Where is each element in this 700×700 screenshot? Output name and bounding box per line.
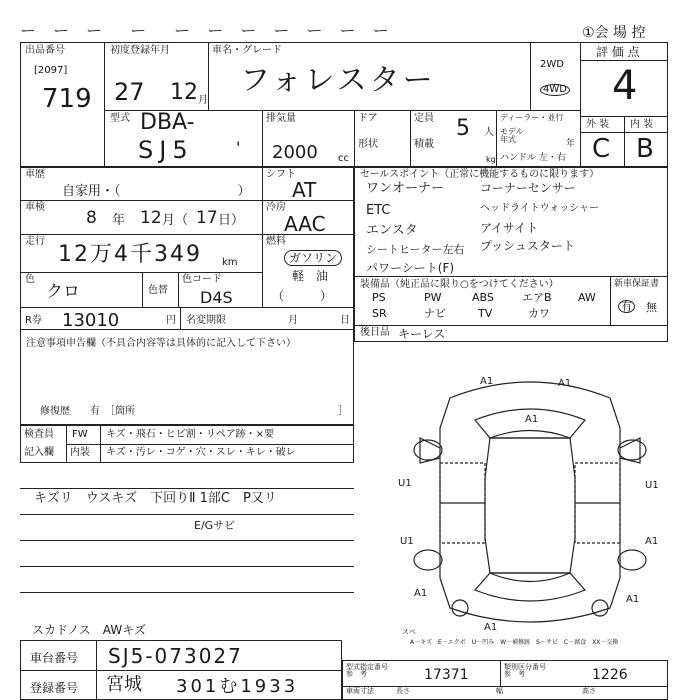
inspection-year-unit: 年 — [112, 213, 126, 228]
color-swap-label: 色替 — [148, 285, 168, 296]
color-label: 色 — [25, 274, 35, 285]
equip-tv: TV — [478, 307, 493, 320]
selling-point-4: ヘッドライトウォッシャー — [480, 203, 600, 214]
use-label: 車歴 — [25, 169, 45, 180]
exterior-value: C — [592, 134, 611, 164]
mark-10: A1 — [484, 622, 498, 633]
interior-label: 内 装 — [630, 119, 654, 130]
car-name: フォレスター — [240, 63, 436, 98]
fuel-label: 燃料 — [266, 236, 286, 247]
warranty-label: 新車保証書 — [614, 279, 660, 289]
selling-point-7: シートヒーター左右 — [366, 243, 465, 256]
mark-8: U1 — [400, 536, 414, 547]
name-change-label: 名変期限 — [186, 315, 226, 326]
mark-5: U1 — [645, 480, 659, 491]
chassis-label: 車台番号 — [30, 651, 79, 665]
equip-aw: AW — [578, 291, 596, 304]
selling-point-9: パワーシート(F) — [366, 261, 455, 275]
exterior-label: 外 装 — [586, 119, 610, 130]
model-year-unit: 年 — [566, 139, 576, 149]
inspection-month: 12 — [140, 208, 162, 228]
mark-6: A1 — [645, 536, 659, 547]
selling-point-1: ワンオーナー — [366, 181, 445, 196]
selling-point-8: プッシュスタート — [480, 239, 575, 253]
grade-label: 評 価 点 — [596, 45, 640, 59]
size-height: 高さ — [582, 687, 596, 695]
mark-11: スペ — [402, 628, 416, 636]
mark-7: A1 — [414, 588, 428, 599]
warranty-yes: 有 — [618, 300, 635, 313]
spec-label-1: 型式指定番号 参 考 — [346, 663, 388, 678]
model-year-label: モデル 年式 — [500, 127, 524, 144]
equipment-label: 装備品（純正品に限り○をつけてください） — [360, 279, 559, 290]
equip-sr: SR — [372, 307, 387, 320]
notice-label: 注意事項申告欄（不具合内容等は具体的に記入して下さい） — [26, 338, 296, 349]
rear-items-label: 後日品 — [360, 327, 390, 338]
equip-airbag: エアB — [522, 291, 552, 304]
color-code-label: 色コード — [182, 274, 222, 285]
selling-point-3: ETC — [366, 203, 391, 218]
interior-inspect-label: 内装 — [70, 447, 90, 458]
grade-value: 4 — [612, 63, 638, 109]
fuel-diesel: 軽 油 — [292, 269, 329, 283]
model-value-1: DBA- — [140, 110, 195, 135]
mileage-label: 走行 — [25, 236, 45, 247]
shift-value: AT — [292, 178, 317, 202]
displacement-value: 2000 — [272, 142, 318, 163]
venue-copy-label: ①会 場 控 — [582, 25, 646, 41]
plate-label: 登録番号 — [30, 681, 79, 695]
spec-value-1: 17371 — [424, 667, 469, 683]
car-diagram — [380, 368, 680, 638]
selling-point-5: エンスタ — [366, 223, 418, 238]
inspector-label-2: 記入欄 — [24, 447, 54, 458]
reg-year: 27 — [114, 78, 145, 106]
model-tick: ' — [236, 138, 241, 157]
plate-pref: 宮城 — [106, 674, 142, 695]
load-kg: kg — [486, 155, 496, 164]
name-label: 車名・グレード — [212, 45, 282, 56]
mileage-unit: km — [222, 257, 238, 268]
equip-leather: カワ — [528, 307, 550, 320]
reg-month: 12 — [170, 80, 198, 105]
inspection-month-unit: 月（ — [162, 213, 189, 228]
notes-line-2: E/Gサビ — [194, 519, 236, 532]
spec-value-2: 1226 — [592, 667, 628, 683]
repair-close: ］ — [338, 406, 348, 417]
doors-label: ドア — [358, 113, 378, 124]
shape-label: 形状 — [358, 139, 378, 150]
warranty-no: 無 — [646, 301, 657, 314]
interior-value: B — [636, 134, 654, 164]
color-code-value: D4S — [200, 288, 233, 307]
drive-4wd: 4WD — [540, 84, 570, 96]
damage-legend: A－キズ E－エクボ U－凹み W－補修跡 S－サビ C－腐食 XX－交換 — [410, 639, 619, 646]
mark-2: A1 — [558, 378, 572, 389]
displacement-unit: cc — [338, 153, 349, 164]
displacement-label: 排気量 — [266, 113, 296, 124]
ac-label: 冷房 — [266, 202, 286, 213]
mark-4: U1 — [398, 478, 412, 489]
lot-sub: [2097] — [34, 65, 68, 76]
size-length: 長さ — [396, 687, 410, 695]
capacity-label: 定員 — [414, 113, 434, 124]
rear-items-value: キーレス — [398, 327, 446, 341]
mileage-value: 12万4千349 — [58, 242, 202, 267]
size-width: 幅 — [496, 687, 503, 695]
model-value-2: SJ5 — [138, 136, 194, 164]
name-change-month: 月 — [288, 315, 298, 326]
equip-navi: ナビ — [424, 307, 446, 320]
equip-abs: ABS — [472, 291, 494, 304]
handle-label: ハンドル 左・右 — [500, 153, 566, 163]
selling-point-2: コーナーセンサー — [480, 181, 576, 195]
dealer-label: ディーラー・並行 — [500, 113, 564, 122]
selling-points-label: セールスポイント（正常に機能するものに限ります） — [360, 169, 600, 180]
mark-9: A1 — [626, 594, 640, 605]
spec-label-2: 類別区分番号 参 考 — [504, 663, 546, 678]
load-label: 積載 — [414, 139, 434, 150]
recycle-label: R券 — [25, 315, 42, 326]
header-strip: ー ー ー ー ー ー ー ー ー ー ー — [20, 21, 395, 38]
model-label: 型式 — [110, 113, 130, 124]
reg-label: 初度登録年月 — [110, 45, 170, 56]
inspection-day-unit: 日） — [218, 213, 245, 228]
inspection-year: 8 — [86, 208, 97, 228]
lot-number: 719 — [42, 84, 92, 114]
chassis-value: SJ5-073027 — [108, 644, 243, 668]
fuel-paren: （ ） — [272, 289, 333, 303]
fuel-gasoline: ガソリン — [284, 250, 342, 266]
reg-month-unit: 月 — [198, 95, 208, 106]
capacity-value: 5 — [456, 116, 470, 141]
fw-items: キズ・飛石・ヒビ割・リペア跡・×要 — [106, 429, 274, 440]
interior-inspect-items: キズ・汚レ・コゲ・穴・スレ・キレ・破レ — [106, 447, 296, 458]
notes-line-1: キズリ ウスキズ 下回りⅡ 1部C P又リ — [34, 491, 277, 506]
ac-value: AAC — [284, 212, 326, 236]
inspection-label: 車検 — [25, 202, 45, 213]
name-change-day: 日 — [340, 315, 350, 326]
repair-label: 修復歴 有 ［箇所 — [40, 406, 135, 417]
mark-3: A1 — [525, 414, 539, 425]
fw-label: FW — [72, 429, 88, 440]
capacity-unit: 人 — [484, 127, 494, 138]
lot-label: 出品番号 — [25, 45, 65, 56]
recycle-yen: 円 — [166, 315, 176, 326]
selling-point-6: アイサイト — [480, 221, 539, 235]
plate-value: 301む1933 — [176, 676, 299, 697]
inspector-label-1: 検査員 — [24, 429, 54, 440]
equip-ps: PS — [372, 291, 386, 304]
mark-1: A1 — [480, 376, 494, 387]
color-value: クロ — [46, 282, 80, 302]
shift-label: シフト — [266, 169, 296, 180]
inspection-day: 17 — [196, 208, 218, 228]
equip-pw: PW — [424, 291, 442, 304]
notes-bottom: スカドノス AWキズ — [32, 623, 146, 637]
use-value: 自家用・（ ） — [62, 184, 251, 199]
drive-2wd: 2WD — [540, 59, 564, 70]
recycle-value: 13010 — [62, 310, 120, 331]
size-label: 車両寸法 — [346, 687, 374, 695]
